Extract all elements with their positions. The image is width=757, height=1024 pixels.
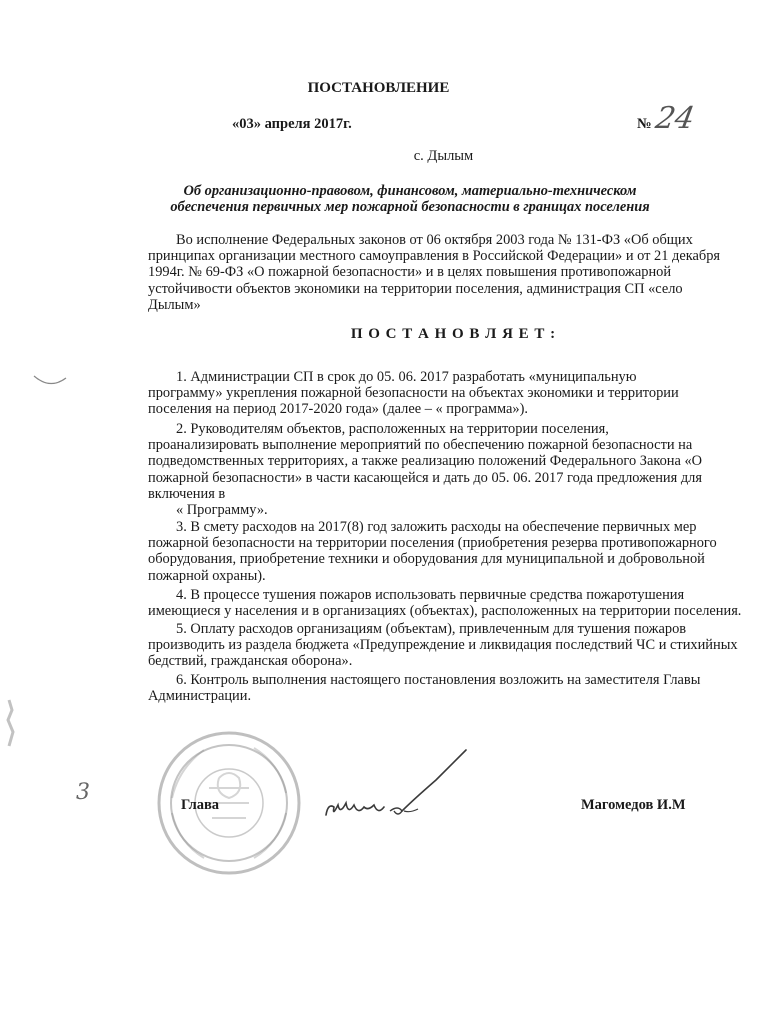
preamble-line: Во исполнение Федеральных законов от 06 октября 2003 года № 131-ФЗ «Об общих [176,232,693,248]
item-line: проанализировать выполнение мероприятий по обеспечению пожарной безопасности на [148,437,693,454]
item-line: 4. В процессе тушения пожаров использовать первичные средства пожаротушения [176,587,685,603]
item-line: 1. Администрации СП в срок до 05. 06. 2017 разработать «муниципальную [176,369,637,385]
signatory-position: Глава [181,797,220,813]
item-line: пожарной охраны). [148,567,266,584]
item-line: 6. Контроль выполнения настоящего постановления возложить на заместителя Главы [176,672,701,688]
document-title: ПОСТАНОВЛЕНИЕ [307,80,450,96]
handwritten-signature [318,745,478,825]
subject-line: обеспечения первичных мер пожарной безопасности в границах поселения [170,199,650,216]
item-line: 3. В смету расходов на 2017(8) год заложить расходы на обеспечение первичных мер [176,519,697,535]
document-number-label: № [637,116,652,132]
item-line: бедствий, гражданская оборона». [148,653,353,670]
item-2 [148,421,748,518]
item-line: включения в [148,485,226,502]
margin-scratch-mark [30,368,70,398]
item-3 [148,519,748,584]
preamble-line: 1994г. № 69-ФЗ «О пожарной безопасности» и в целях повышения противопожарной [148,264,672,281]
preamble-line: Дылым» [148,296,201,313]
preamble [148,232,728,313]
signatory-name: Магомедов И.М [581,797,686,813]
item-4 [148,587,748,619]
document-date: «03» апреля 2017г. [232,116,352,132]
item-line: 5. Оплату расходов организациям (объектам), привлеченным для тушения пожаров [176,621,687,637]
scan-edge-artifact [4,698,18,748]
item-line: оборудования, приобретение техники и оборудования для муниципальной и добровольной [148,551,705,568]
item-line: пожарной безопасности» в части касающейся и дать до 05. 06. 2017 года предложения для [148,469,702,486]
item-line: 2. Руководителям объектов, расположенных на территории поселения, [176,421,609,437]
item-1 [148,369,748,418]
margin-handwritten-mark: 3 [76,780,90,805]
resolves-heading: П О С Т А Н О В Л Я Е Т : [350,326,557,342]
item-line: Администрации. [148,688,252,705]
official-seal-stamp [154,728,304,878]
handwritten-document-number: 24 [652,101,698,136]
item-6 [148,672,748,704]
item-line: « Программу». [176,502,268,519]
document-subject [120,183,700,215]
item-line: программу» укрепления пожарной безопасности на объектах экономики и территории [148,385,679,402]
item-line: пожарной безопасности на территории поселения (приобретения резерва противопожарного [148,535,717,552]
item-line: подведомственных территориях, а также реализацию положений Федерального Закона «О [148,453,703,470]
subject-line: Об организационно-правовом, финансовом, материально-техническом [183,183,637,199]
preamble-line: принципах организации местного самоуправления в Российской Федерации» и от 21 декабря [148,248,721,265]
item-line: имеющиеся у населения и в организациях (объектах), расположенных на территории поселения. [148,603,742,620]
item-line: поселения на период 2017-2020 года» (далее – « программа»). [148,401,528,418]
item-5 [148,621,748,670]
item-line: производить из раздела бюджета «Предупреждение и ликвидация последствий ЧС и стихийных [148,637,738,654]
document-place: с. Дылым [413,148,474,164]
preamble-line: устойчивости объектов экономики на территории поселения, администрация СП «село [148,280,683,297]
